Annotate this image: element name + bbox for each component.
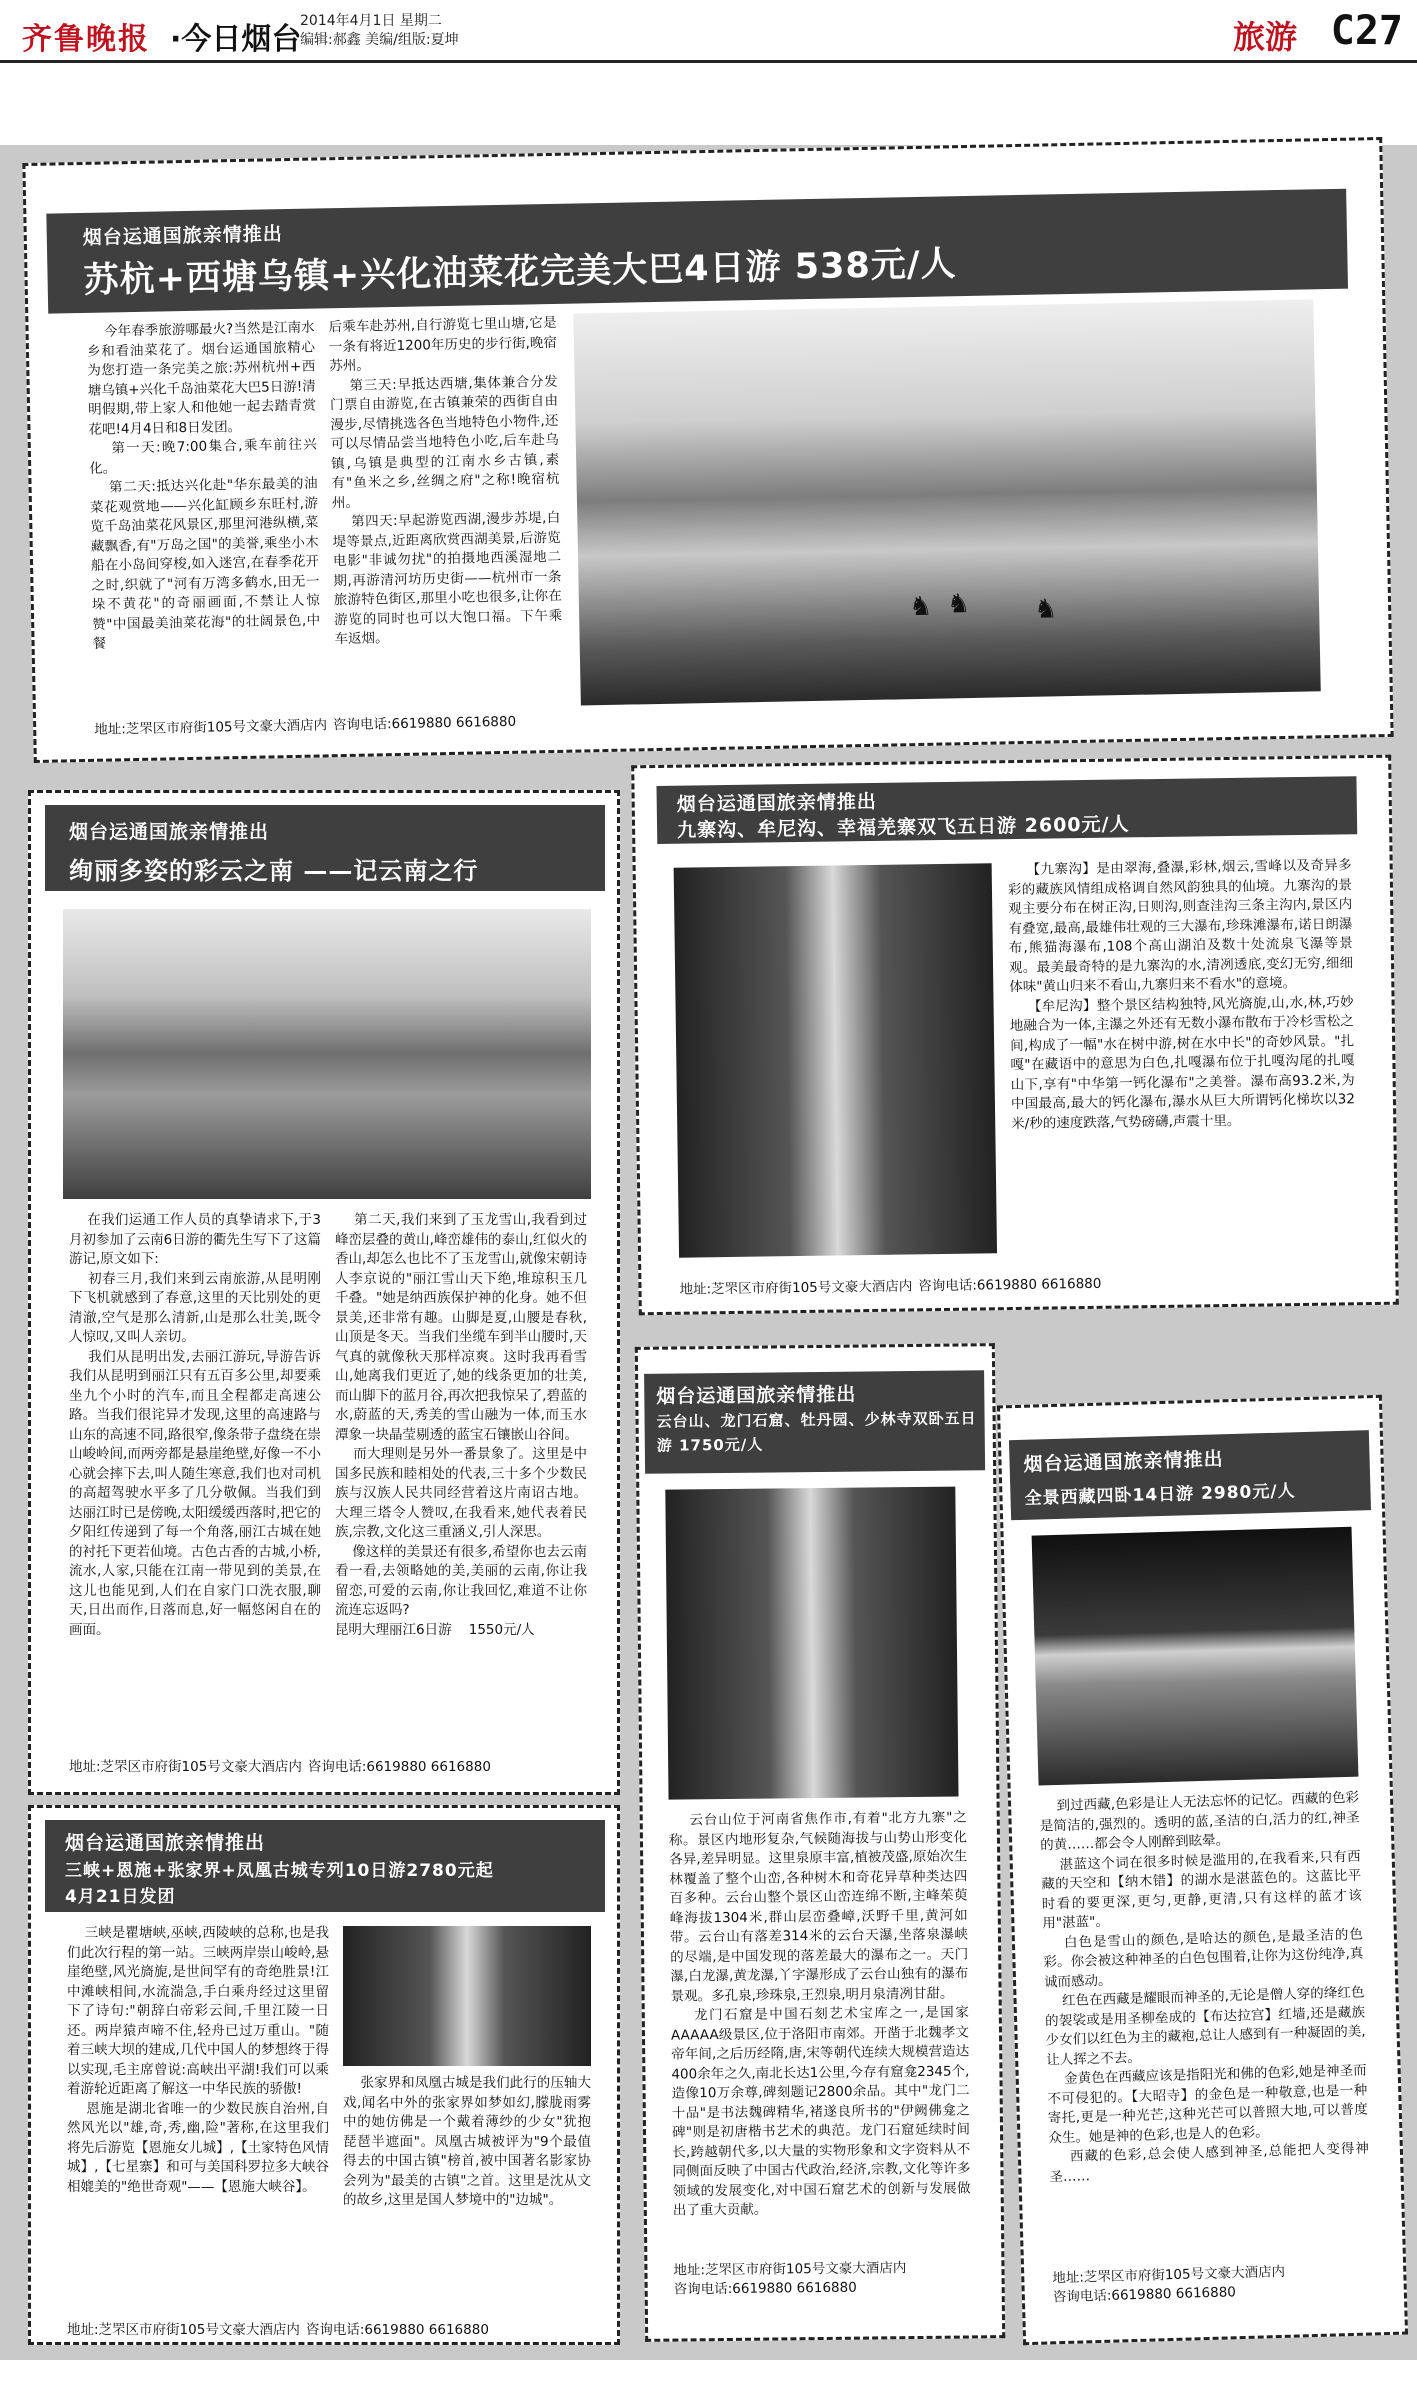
ad-banner — [1009, 1430, 1371, 1520]
ad-banner — [46, 189, 1348, 314]
article-column: 三峡是瞿塘峡,巫峡,西陵峡的总称,也是我们此次行程的第一站。三峡两岸崇山峻岭,悬崖绝壁,风光旖旎,是世间罕有的奇绝胜景!江中滩峡相间,水流湍急,手白乘舟经过这里留下了诗句:"朝辞白帝彩云间,千里江陵一日还。两岸猿声啼不住,轻舟已过万重山。"随着三峡大坝的建成,几代中国人的梦想终于得以实现,毛主席曾说:高峡出平湖!我们可以乘着游轮近距离了解这一中华民族的骄傲! 恩施是湖北省唯一的少数民族自治州,自然风光以"雄,奇,秀,幽,险"著称,在这里我们将先后游览【恩施女儿城】,【土家特色风情城】,【七星寨】和可与美国科罗拉多大峡谷相媲美的"绝世奇观"——【恩施大峡谷】。 — [67, 1925, 329, 2195]
ad-title: 云台山、龙门石窟、牡丹园、少林寺双卧五日游 1750元/人 — [656, 1409, 977, 1455]
contact-info — [69, 1755, 497, 1775]
page-header — [0, 0, 1417, 63]
ad-title: 三峡+恩施+张家界+凤凰古城专列10日游2780元起 — [65, 1861, 494, 1881]
address-text: 地址:芝罘区市府街105号文豪大酒店内 — [67, 2322, 300, 2338]
ad-title: 九寨沟、牟尼沟、幸福羌寨双飞五日游 2600元/人 — [676, 813, 1130, 842]
ad-subtitle: 4月21日发团 — [65, 1887, 176, 1907]
ad-kicker: 烟台运通国旅亲情推出 — [65, 1832, 266, 1854]
tibet-road-photo — [1032, 1527, 1359, 1786]
editor-line: 编辑:郝鑫 美编/组版:夏坤 — [300, 32, 459, 48]
phone-text: 咨询电话:6619880 6616880 — [673, 2279, 857, 2298]
cormorant-icon: ♞ — [946, 588, 971, 620]
ad-yuntaishan-tour — [635, 1343, 1005, 2342]
ad-banner — [644, 1370, 985, 1474]
ad-kicker: 烟台运通国旅亲情推出 — [69, 821, 270, 843]
ad-title: 苏杭+西塘乌镇+兴化油菜花完美大巴4日游 538元/人 — [83, 244, 957, 301]
ad-suhang-tour — [22, 137, 1393, 763]
waterfall-photo — [674, 863, 997, 1257]
page-number: C27 — [1330, 8, 1403, 54]
phone-text: 咨询电话:6619880 6616880 — [307, 1759, 491, 1775]
phone-text: 咨询电话:6619880 6616880 — [305, 2322, 489, 2338]
ad-kicker: 烟台运通国旅亲情推出 — [656, 1383, 857, 1408]
header-meta — [300, 12, 459, 50]
phone-text: 咨询电话:6619880 6616880 — [918, 1275, 1102, 1295]
ad-yunnan-tour — [28, 790, 620, 1795]
address-text: 地址:芝罘区市府街105号文豪大酒店内 — [69, 1759, 302, 1775]
ad-kicker: 烟台运通国旅亲情推出 — [82, 223, 284, 249]
article-column: 今年春季旅游哪最火?当然是江南水乡和看油菜花了。烟台运通国旅精心为您打造一条完美之旅:苏州杭州+西塘乌镇+兴化千岛油菜花大巴5日游!清明假期,带上家人和他她一起去踏青赏花吧!4月4日和8日发团。 第一天:晚7:00集合,乘车前往兴化。 第二天:抵达兴化赴"华东最美的油菜花观赏地——兴化缸顾乡东旺村,游览千岛油菜花风景区,那里河港纵横,菜藏飘香,有"万岛之国"的美誉,乘坐小木船在小岛间穿梭,如入迷宫,在春季花开之时,织就了"河有万湾多鹤水,田无一垛不黄花"的奇丽画面,不禁让人惊赞"中国最美油菜花海"的壮阔景色,中餐 — [86, 319, 321, 652]
contact-info — [1052, 2260, 1373, 2307]
ad-title: 全景西藏四卧14日游 2980元/人 — [1024, 1481, 1296, 1509]
ad-tibet-tour — [997, 1395, 1408, 2345]
address-text: 地址:芝罘区市府街105号文豪大酒店内 — [673, 2260, 907, 2279]
canyon-photo — [343, 1926, 591, 2066]
article-column: 张家界和凤凰古城是我们此行的压轴大戏,闻名中外的张家界如梦如幻,朦胧雨雾中的她仿佛是一个戴着薄纱的少女"犹抱琵琶半遮面"。凤凰古城被评为"9个最值得去的中国古镇"榜首,被中国著名影家协会列为"最美的古镇"之首。这里是沈从文的故乡,这里是国人梦境中的"边城"。 — [343, 2075, 591, 2208]
article-column: 后乘车赴苏州,自行游览七里山塘,它是一条有将近1200年历史的步行街,晚宿苏州。 第三天:早抵达西塘,集体兼合分发门票自由游览,在古镇兼荣的西街自由漫步,尽情挑选各色当地特色小物件,还可以尽情品尝当地特色小吃,后车赴乌镇,乌镇是典型的江南水乡古镇,素有"鱼米之乡,丝绸之府"之称!晚宿杭州。 第四天:早起游览西湖,漫步苏堤,白堤等景点,近距离欣赏西湖美景,后游览电影"非诚勿扰"的拍摄地西溪湿地二期,再游清河坊历史街——杭州市一条旅游特色街区,那里小吃也很多,让你在游览的同时也可以大饱口福。下午乘车返烟。 — [328, 314, 563, 648]
contact-info — [94, 710, 522, 738]
ad-three-gorges-tour — [28, 1805, 620, 2345]
date-line: 2014年4月1日 星期二 — [300, 13, 442, 29]
edition-name: ·今日烟台 — [170, 22, 302, 57]
ad-jiuzhaigou-tour — [631, 755, 1399, 1316]
ad-title: 绚丽多姿的彩云之南 ——记云南之行 — [69, 857, 479, 885]
article-column: 在我们运通工作人员的真挚请求下,于3月初参加了云南6日游的衢先生写下了这篇游记,原文如下: 初春三月,我们来到云南旅游,从昆明刚下飞机就感到了春意,这里的天比别处的更清澈,空气是那么清新,山是那么壮美,既令人惊叹,又叫人亲切。 我们从昆明出发,去丽江游玩,导游告诉我们从昆明到丽江只有五百多公里,却要乘坐九个小时的汽车,而且全程都走高速公路。当我们很诧异才发现,这里的高速路与山东的高速不同,路很窄,像条带子盘绕在崇山峻岭间,而两旁都是悬崖绝壁,好像一不小心就会摔下去,叫人随生寒意,我们也对司机的高超驾驶水平多了几分敬佩。当我们到达丽江时已是傍晚,太阳缓缓西落时,把它的夕阳红传递到了每一个角落,丽江古城在她的衬托下更若仙境。古色古香的古城,小桥,流水,人家,只能在江南一带见到的美景,在这儿也能见到,人们在自家门口洗衣服,聊天,日出而作,日落而息,好一幅悠闲自在的画面。 — [69, 1212, 321, 1638]
article-column: 云台山位于河南省焦作市,有着"北方九寨"之称。景区内地形复杂,气候随海拔与山势山形变化各异,差异明显。这里泉原丰富,植被茂盛,原始次生林覆盖了整个山峦,各种树木和奇花异草种类达四百多种。云台山整个景区山峦连绵不断,主峰茱萸峰海拔1304米,群山层峦叠嶂,沃野千里,黄河如带。云台山有落差314米的云台天瀑,坐落泉瀑峡的尽端,是中国发现的落差最大的瀑布之一。天门瀑,白龙瀑,黄龙瀑,丫字瀑形成了云台山独有的瀑布景观。多孔泉,珍珠泉,王烈泉,明月泉清冽甘甜。 龙门石窟是中国石刻艺术宝库之一,是国家AAAAA级景区,位于洛阳市南郊。开凿于北魏孝文帝年间,之后历经隋,唐,宋等朝代连续大规模营造达400余年之久,南北长达1公里,今存有窟龛2345个,造像10万余尊,碑刻题记2800余品。其中"龙门二十品"是书法魏碑精华,褚遂良所书的"伊阙佛龛之碑"则是初唐楷书艺术的典范。龙门石窟延续时间长,跨越朝代多,以大量的实物形象和文字资料从不同侧面反映了中国古代政治,经济,宗教,文化等许多领域的发展变化,对中国石窟艺术的创新与发展做出了重大贡献。 — [668, 1809, 971, 2219]
cormorant-icon: ♞ — [1033, 594, 1058, 625]
waterfall-photo — [665, 1487, 958, 1800]
section-name: 旅游 — [1232, 18, 1297, 56]
address-text: 地址:芝罘区市府街105号文豪大酒店内 — [1052, 2263, 1286, 2287]
address-text: 地址:芝罘区市府街105号文豪大酒店内 — [679, 1278, 913, 1298]
ad-banner — [656, 776, 1357, 844]
article-column: 到过西藏,色彩是让人无法忘怀的记忆。西藏的色彩是简洁的,强烈的。透明的蓝,圣洁的白,活力的红,神圣的黄……都会令人刚醉到眩晕。 湛蓝这个词在很多时候是滥用的,在我看来,只有西藏的天空和【纳木错】的湖水是湛蓝色的。这蓝比平时看的要更深,更匀,更静,更清,只有这样的蓝才该用"湛蓝"。 白色是雪山的颜色,是哈达的颜色,是最圣洁的色彩。你会被这种神圣的白色包围着,让你为这份纯净,真诚而感动。 红色在西藏是耀眼而神圣的,无论是僧人穿的绛红色的袈裟或是用圣柳垒成的【布达拉宫】红墙,还是藏族少女们以红色为主的藏袍,总让人感到有一种凝固的美,让人挥之不去。 金黄色在西藏应该是指阳光和佛的色彩,她是神圣而不可侵犯的。【大昭寺】的金色是一种敬意,也是一种寄托,更是一种光芒,这种光芒可以普照大地,可以普度众生。她是神的色彩,也是人的色彩。 西藏的色彩,总会使人感到神圣,总能把人变得神圣…… — [1038, 1789, 1370, 2185]
ad-kicker: 烟台运通国旅亲情推出 — [676, 790, 877, 816]
address-text: 地址:芝罘区市府街105号文豪大酒店内 — [94, 717, 328, 738]
lugu-lake-photo — [63, 909, 591, 1199]
water-town-photo — [573, 299, 1320, 705]
ad-kicker: 烟台运通国旅亲情推出 — [1023, 1448, 1224, 1476]
contact-info — [679, 1272, 1107, 1298]
contact-info — [673, 2258, 973, 2299]
phone-text: 咨询电话:6619880 6616880 — [1052, 2284, 1237, 2306]
ad-banner — [45, 805, 605, 891]
ad-banner — [45, 1820, 605, 1912]
phone-text: 咨询电话:6619880 6616880 — [332, 713, 517, 734]
contact-info — [67, 2318, 495, 2338]
cormorant-icon: ♞ — [908, 591, 933, 623]
article-column: 第二天,我们来到了玉龙雪山,我看到过峰峦层叠的黄山,峰峦雄伟的泰山,红似火的香山,却怎么也比不了玉龙雪山,就像宋朝诗人李京说的"丽江雪山天下绝,堆琼积玉几千叠。"她是纳西族保护神的化身。她不但景美,还非常有趣。山脚是夏,山腰是春秋,山顶是冬天。当我们坐缆车到半山腰时,天气真的就像秋天那样凉爽。这时我再看雪山,她离我们更近了,她的线条更加的壮美,而山脚下的蓝月谷,再次把我惊呆了,碧蓝的水,蔚蓝的天,秀美的雪山融为一体,而玉水潭象一块晶莹剔透的蓝宝石镶嵌山谷间。 而大理则是另外一番景象了。这里是中国多民族和睦相处的代表,三十多个少数民族与汉族人民共同经营着这片南诏古地。大理三塔令人赞叹,在我看来,她代表着民族,宗教,文化这三重涵义,引人深思。 像这样的美景还有很多,希望你也去云南看一看,去领略她的美,美丽的云南,你让我留恋,可爱的云南,你让我回忆,难道不让你流连忘返吗? 昆明大理丽江6日游 1550元/人 — [335, 1212, 587, 1638]
article-column: 【九寨沟】是由翠海,叠瀑,彩林,烟云,雪峰以及奇异多彩的藏族风情组成格调自然风韵独具的仙境。九寨沟的景观主要分布在树正沟,日则沟,则查洼沟三条主沟内,景区内有叠宽,最高,最雄伟壮观的三大瀑布,珍珠滩瀑布,诺日朗瀑布,熊猫海瀑布,108个高山湖泊及数十处流泉飞瀑等景观。最美最奇特的是九寨沟的水,清冽透底,变幻无穷,细细体味"黄山归来不看山,九寨归来不看水"的意境。 【牟尼沟】整个景区结构独特,风光旖旎,山,水,林,巧妙地融合为一体,主瀑之外还有无数小瀑布散布于冷杉雪松之间,构成了一幅"水在树中游,树在水中长"的奇妙风景。"扎嘎"在藏语中的意思为白色,扎嘎瀑布位于扎嘎沟尾的扎嘎山下,享有"中华第一钙化瀑布"之美誉。瀑布高93.2米,为中国最高,最大的钙化瀑布,瀑水从巨大所谓钙化梯坎以32米/秒的速度跌落,气势磅礴,声震十里。 — [1007, 857, 1356, 1132]
newspaper-brand: 齐鲁晚报 — [22, 22, 150, 57]
